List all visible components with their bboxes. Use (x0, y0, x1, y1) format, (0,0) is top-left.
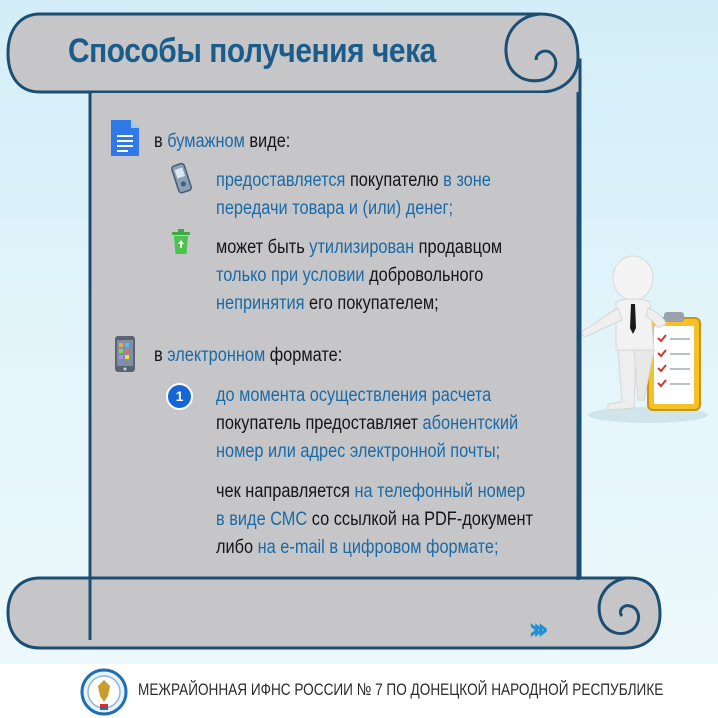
electronic-item1-line3: номер или адрес электронной почты; (216, 441, 501, 462)
smartphone-icon (114, 335, 136, 373)
paper-item1-line1: предоставляется покупателю в зоне (216, 170, 491, 191)
document-icon (109, 118, 141, 158)
electronic-item1-line1: до момента осуществления расчета (216, 385, 492, 406)
paper-item2-line1: может быть утилизирован продавцом (216, 237, 503, 258)
double-chevron-right-icon[interactable]: ››› (528, 612, 542, 647)
electronic-item1-line2: покупатель предоставляет абонентский (216, 413, 519, 434)
paper-heading: в бумажном виде: (154, 131, 291, 152)
number-badge-icon (166, 383, 193, 410)
paper-item2-line3: непринятия его покупателем; (216, 293, 439, 314)
emblem-icon (80, 668, 128, 716)
electronic-item2-line2: в виде СМС со ссылкой на PDF-документ (216, 509, 534, 530)
electronic-item2-line1: чек направляется на телефонный номер (216, 481, 526, 502)
paper-item2-line2: только при условии добровольного (216, 265, 484, 286)
paper-item1-line2: передачи товара и (или) денег; (216, 198, 453, 219)
electronic-item2-line3: либо на e-mail в цифровом формате; (216, 537, 499, 558)
figure-with-checklist-icon (578, 250, 714, 425)
recycle-bin-icon (171, 229, 191, 255)
footer-organization: МЕЖРАЙОННАЯ ИФНС РОССИИ № 7 ПО ДОНЕЦКОЙ НАРОДНОЙ РЕСПУБЛИКЕ (138, 680, 664, 699)
page-title: Способы получения чека (68, 32, 436, 70)
badge-number: 1 (175, 388, 184, 404)
phone-icon (170, 162, 194, 194)
electronic-heading: в электронном формате: (154, 345, 343, 366)
